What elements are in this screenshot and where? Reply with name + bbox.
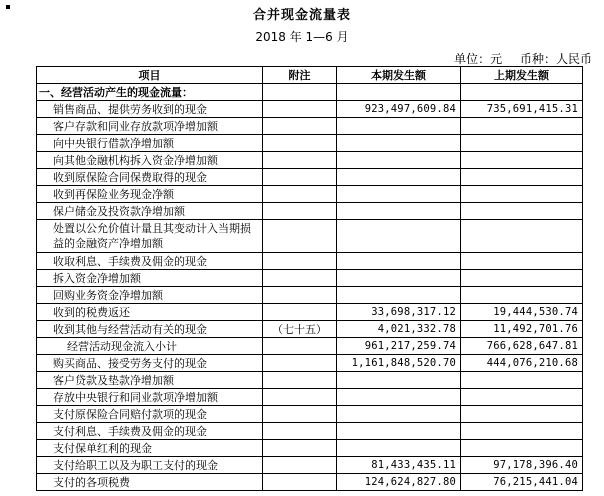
row-note — [263, 423, 337, 440]
row-item-name: 拆入资金净增加额 — [37, 270, 263, 287]
row-prior-amount — [461, 287, 583, 304]
header-prior-period: 上期发生额 — [461, 67, 583, 84]
row-note — [263, 355, 337, 372]
table-row — [37, 186, 583, 203]
row-prior-amount — [461, 84, 583, 101]
table-row — [37, 321, 583, 338]
row-current-amount — [337, 406, 461, 423]
row-item-name: 收到再保险业务现金净额 — [37, 186, 263, 203]
table-row — [37, 474, 583, 491]
table-row — [37, 440, 583, 457]
row-item-name: 支付原保险合同赔付款项的现金 — [37, 406, 263, 423]
row-prior-amount — [461, 389, 583, 406]
row-note — [263, 270, 337, 287]
table-row — [37, 220, 583, 253]
row-prior-amount — [461, 423, 583, 440]
row-prior-amount: 76,215,441.04 — [461, 474, 583, 491]
row-prior-amount — [461, 135, 583, 152]
row-current-amount — [337, 270, 461, 287]
row-item-name: 客户贷款及垫款净增加额 — [37, 372, 263, 389]
table-row — [37, 372, 583, 389]
row-note — [263, 135, 337, 152]
table-row — [37, 406, 583, 423]
row-current-amount — [337, 135, 461, 152]
header-note: 附注 — [263, 67, 337, 84]
row-note — [263, 152, 337, 169]
row-current-amount — [337, 84, 461, 101]
row-prior-amount — [461, 220, 583, 253]
row-note — [263, 372, 337, 389]
row-prior-amount — [461, 270, 583, 287]
row-item-name: 收到其他与经营活动有关的现金 — [37, 321, 263, 338]
table-row — [37, 203, 583, 220]
row-current-amount: 961,217,259.74 — [337, 338, 461, 355]
row-item-name: 处置以公允价值计量且其变动计入当期损益的金融资产净增加额 — [37, 220, 263, 253]
row-item-name: 一、经营活动产生的现金流量： — [37, 84, 263, 101]
row-prior-amount: 444,076,210.68 — [461, 355, 583, 372]
row-current-amount — [337, 389, 461, 406]
row-current-amount — [337, 372, 461, 389]
row-note — [263, 169, 337, 186]
table-row — [37, 287, 583, 304]
report-period: 2018 年 1—6 月 — [255, 30, 349, 44]
row-prior-amount — [461, 203, 583, 220]
row-prior-amount — [461, 253, 583, 270]
row-item-name: 收到原保险合同保费取得的现金 — [37, 169, 263, 186]
cash-flow-table — [36, 66, 583, 491]
table-row — [37, 457, 583, 474]
table-row — [37, 135, 583, 152]
table-row — [37, 101, 583, 118]
row-note — [263, 186, 337, 203]
unit-line — [440, 50, 592, 67]
row-prior-amount: 19,444,530.74 — [461, 304, 583, 321]
row-prior-amount — [461, 440, 583, 457]
row-current-amount — [337, 152, 461, 169]
row-item-name: 支付的各项税费 — [37, 474, 263, 491]
table-row — [37, 338, 583, 355]
row-note — [263, 203, 337, 220]
unit-label: 单位：元 — [454, 52, 503, 66]
row-note: （七十五） — [263, 321, 337, 338]
row-note — [263, 338, 337, 355]
row-item-name: 向中央银行借款净增加额 — [37, 135, 263, 152]
row-note — [263, 101, 337, 118]
table-body — [37, 84, 583, 491]
row-current-amount: 4,021,332.78 — [337, 321, 461, 338]
row-prior-amount — [461, 186, 583, 203]
currency-label: 币种：人民币 — [519, 52, 592, 66]
table-row — [37, 118, 583, 135]
row-item-name: 存放中央银行和同业款项净增加额 — [37, 389, 263, 406]
row-prior-amount — [461, 152, 583, 169]
row-prior-amount: 11,492,701.76 — [461, 321, 583, 338]
row-prior-amount: 97,178,396.40 — [461, 457, 583, 474]
row-current-amount: 923,497,609.84 — [337, 101, 461, 118]
row-current-amount: 33,698,317.12 — [337, 304, 461, 321]
row-item-name: 客户存款和同业存放款项净增加额 — [37, 118, 263, 135]
row-prior-amount: 766,628,647.81 — [461, 338, 583, 355]
row-prior-amount — [461, 118, 583, 135]
row-item-name: 支付利息、手续费及佣金的现金 — [37, 423, 263, 440]
row-item-name: 回购业务资金净增加额 — [37, 287, 263, 304]
row-item-name: 购买商品、接受劳务支付的现金 — [37, 355, 263, 372]
row-prior-amount — [461, 406, 583, 423]
row-note — [263, 389, 337, 406]
report-title: 合并现金流量表 — [252, 8, 351, 23]
row-note — [263, 474, 337, 491]
header-current-period: 本期发生额 — [337, 67, 461, 84]
row-note — [263, 304, 337, 321]
row-prior-amount: 735,691,415.31 — [461, 101, 583, 118]
table-row — [37, 423, 583, 440]
row-current-amount: 124,624,827.80 — [337, 474, 461, 491]
row-current-amount — [337, 253, 461, 270]
row-note — [263, 457, 337, 474]
row-current-amount — [337, 203, 461, 220]
table-row — [37, 389, 583, 406]
row-current-amount — [337, 220, 461, 253]
row-note — [263, 84, 337, 101]
row-item-name: 经营活动现金流入小计 — [37, 338, 263, 355]
row-item-name: 保户储金及投资款净增加额 — [37, 203, 263, 220]
row-item-name: 收取利息、手续费及佣金的现金 — [37, 253, 263, 270]
header-item: 项目 — [37, 67, 263, 84]
row-current-amount — [337, 186, 461, 203]
row-note — [263, 220, 337, 253]
row-item-name: 向其他金融机构拆入资金净增加额 — [37, 152, 263, 169]
row-item-name: 收到的税费返还 — [37, 304, 263, 321]
row-current-amount — [337, 423, 461, 440]
row-current-amount — [337, 440, 461, 457]
row-note — [263, 118, 337, 135]
row-item-name: 销售商品、提供劳务收到的现金 — [37, 101, 263, 118]
row-current-amount: 1,161,848,520.70 — [337, 355, 461, 372]
row-note — [263, 253, 337, 270]
table-row — [37, 84, 583, 101]
row-note — [263, 406, 337, 423]
row-item-name: 支付给职工以及为职工支付的现金 — [37, 457, 263, 474]
row-note — [263, 440, 337, 457]
row-current-amount: 81,433,435.11 — [337, 457, 461, 474]
row-current-amount — [337, 118, 461, 135]
table-row — [37, 355, 583, 372]
row-current-amount — [337, 169, 461, 186]
table-row — [37, 253, 583, 270]
table-row — [37, 304, 583, 321]
row-current-amount — [337, 287, 461, 304]
table-row — [37, 270, 583, 287]
row-prior-amount — [461, 372, 583, 389]
row-item-name: 支付保单红利的现金 — [37, 440, 263, 457]
table-header-row — [37, 67, 583, 84]
table-row — [37, 169, 583, 186]
row-prior-amount — [461, 169, 583, 186]
row-note — [263, 287, 337, 304]
table-row — [37, 152, 583, 169]
